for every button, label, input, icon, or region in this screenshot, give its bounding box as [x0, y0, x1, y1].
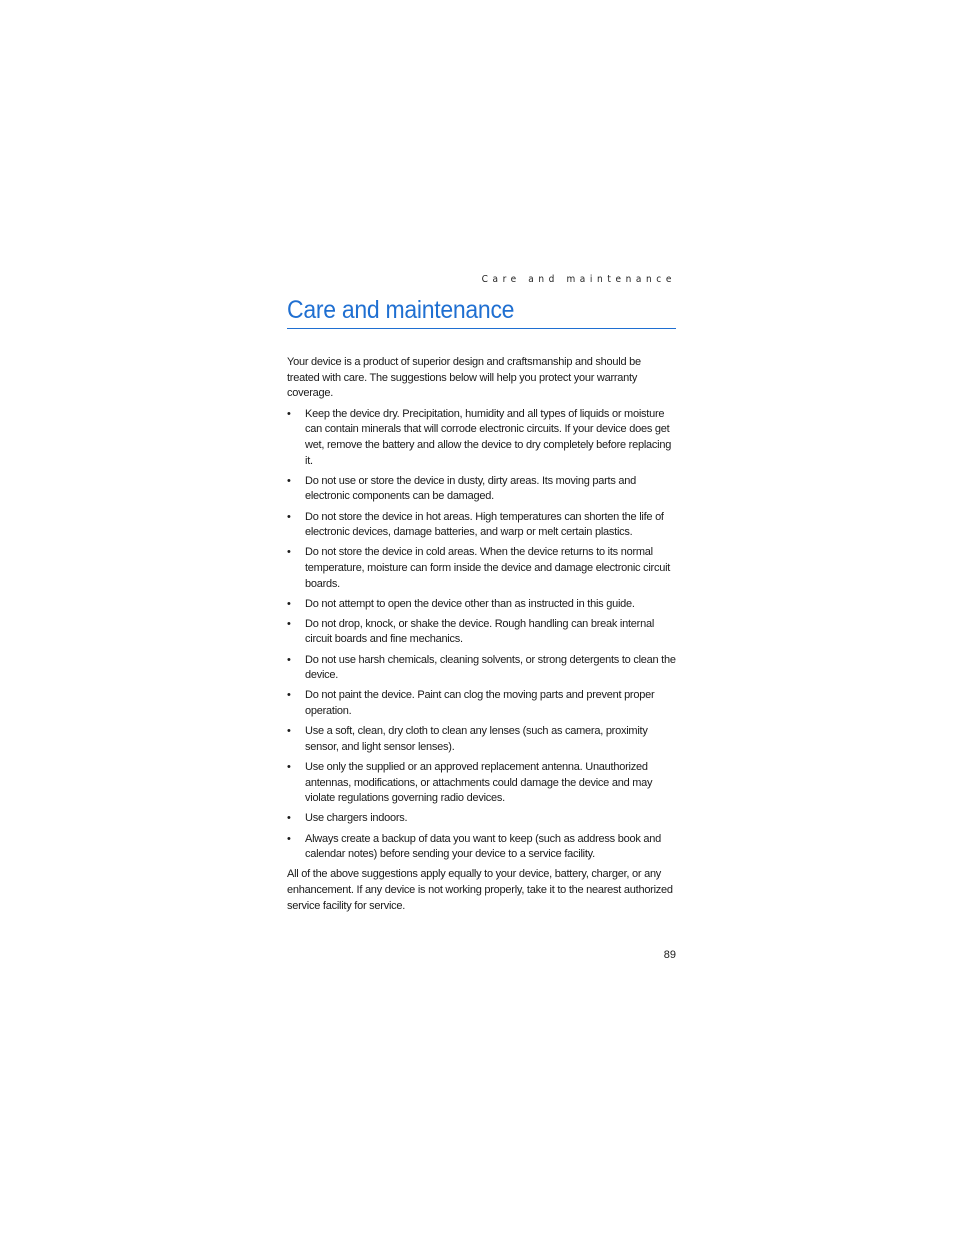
list-item-text: Do not store the device in cold areas. When the device returns to its normal temperature, moisture can form inside the device and damage electronic circuit boards. [305, 546, 671, 590]
body-content [287, 355, 676, 914]
list-item-text: Do not drop, knock, or shake the device. Rough handling can break internal circuit boards and fine mechanics. [305, 617, 655, 646]
bullet-icon: • [287, 812, 291, 825]
bullet-icon: • [287, 725, 291, 738]
bullet-icon: • [287, 617, 291, 630]
bullet-icon: • [287, 653, 291, 666]
list-item [287, 724, 676, 755]
list-item-text: Do not attempt to open the device other than as instructed in this guide. [305, 597, 635, 610]
list-item [287, 832, 676, 863]
list-item [287, 474, 676, 505]
list-item-text: Do not paint the device. Paint can clog the moving parts and prevent proper operation. [305, 689, 655, 718]
bullet-icon: • [287, 689, 291, 702]
list-item [287, 811, 676, 827]
list-item [287, 617, 676, 648]
intro-paragraph: Your device is a product of superior design and craftsmanship and should be treated with care. The suggestions below will help you protect your warranty coverage. [287, 356, 641, 400]
list-item-text: Do not store the device in hot areas. High temperatures can shorten the life of electronic devices, damage batteries, and warp or melt certain plastics. [305, 510, 664, 539]
running-header: Care and maintenance [481, 274, 676, 285]
bullet-icon: • [287, 832, 291, 845]
list-item-text: Use only the supplied or an approved replacement antenna. Unauthorized antennas, modifications, or attachments could damage the device and may violate regulations governing radio devices. [305, 761, 653, 805]
list-item [287, 760, 676, 807]
list-item [287, 510, 676, 541]
closing-paragraph: All of the above suggestions apply equally to your device, battery, charger, or any enhancement. If any device is not working properly, take it to the nearest authorized service facility for service. [287, 868, 673, 912]
bullet-icon: • [287, 474, 291, 487]
list-item [287, 653, 676, 684]
bullet-icon: • [287, 597, 291, 610]
bullet-icon: • [287, 510, 291, 523]
bullet-icon: • [287, 761, 291, 773]
page-number: 89 [663, 949, 676, 961]
list-item [287, 688, 676, 719]
title-rule [287, 328, 676, 329]
list-item-text: Use chargers indoors. [305, 812, 408, 825]
care-list [287, 407, 676, 863]
list-item-text: Always create a backup of data you want to keep (such as address book and calendar notes) before sending your device to a service facility. [305, 832, 661, 861]
list-item-text: Keep the device dry. Precipitation, humidity and all types of liquids or moisture can contain minerals that will corrode electronic circuits. If your device does get wet, remove the battery and allow the device to dry completely before replacing it. [305, 407, 672, 467]
list-item [287, 597, 676, 613]
list-item [287, 545, 676, 592]
bullet-icon: • [287, 546, 291, 559]
bullet-icon: • [287, 407, 291, 420]
page-title: Care and maintenance [287, 296, 515, 324]
list-item-text: Use a soft, clean, dry cloth to clean any lenses (such as camera, proximity sensor, and light sensor lenses). [305, 725, 648, 753]
list-item [287, 407, 676, 469]
list-item-text: Do not use or store the device in dusty, dirty areas. Its moving parts and electronic components can be damaged. [305, 474, 637, 503]
list-item-text: Do not use harsh chemicals, cleaning solvents, or strong detergents to clean the device. [305, 653, 676, 682]
